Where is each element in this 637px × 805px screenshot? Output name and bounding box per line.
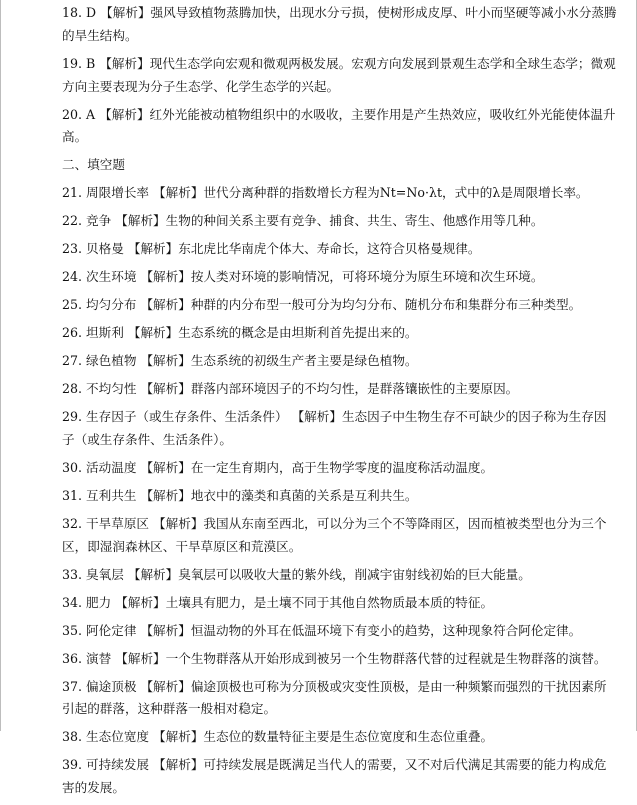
answer-item: 20. A 【解析】红外光能被动植物组织中的水吸收，主要作用是产生热效应，吸收红外光能使体温升高。 (62, 106, 616, 145)
answer-item: 28. 不均匀性 【解析】群落内部环境因子的不均匀性，是群落镶嵌性的主要原因。 (62, 381, 519, 397)
answer-item: 21. 周限增长率 【解析】世代分离种群的指数增长方程为Nt=No·λt，式中的λ是周限增长率。 (62, 185, 589, 201)
answer-item: 25. 均匀分布 【解析】种群的内分布型一般可分为均匀分布、随机分布和集群分布三种类型。 (62, 297, 582, 313)
answer-item: 36. 演替 【解析】一个生物群落从开始形成到被另一个生物群落代替的过程就是生物群落的演替。 (62, 650, 607, 666)
answer-item: 35. 阿伦定律 【解析】恒温动物的外耳在低温环境下有变小的趋势，这种现象符合阿伦定律。 (62, 622, 582, 638)
answer-item: 22. 竞争 【解析】生物的种间关系主要有竞争、捕食、共生、寄生、他感作用等几种。 (62, 213, 544, 229)
answer-item: 18. D 【解析】强风导致植物蒸腾加快，出现水分亏损，使树形成皮厚、叶小而坚硬等减小水分蒸腾的旱生结构。 (62, 5, 617, 43)
answer-item: 33. 臭氧层 【解析】臭氧层可以吸收大量的紫外线，削减宇宙射线初始的巨大能量。 (62, 566, 531, 582)
answer-item: 29. 生存因子（或生存条件、生活条件） 【解析】生态因子中生物生存不可缺少的因子称为生存因子（或生存条件、生活条件）。 (62, 409, 607, 447)
answer-item: 27. 绿色植物 【解析】生态系统的初级生产者主要是绿色植物。 (62, 353, 418, 369)
answer-item: 26. 坦斯利 【解析】生态系统的概念是由坦斯利首先提出来的。 (62, 325, 418, 341)
answer-item: 24. 次生环境 【解析】按人类对环境的影响情况，可将环境分为原生环境和次生环境。 (62, 269, 544, 285)
answer-item: 32. 干旱草原区 【解析】我国从东南至西北，可以分为三个不等降雨区，因而植被类型也分为三个区，即湿润森林区、干旱草原区和荒漠区。 (62, 515, 607, 554)
page-border-left (0, 0, 1, 731)
answer-sheet (62, 2, 618, 805)
answer-item: 34. 肥力 【解析】土壤具有肥力，是土壤不同于其他自然物质最本质的特征。 (62, 594, 494, 610)
answer-item: 19. B 【解析】现代生态学向宏观和微观两极发展。宏观方向发展到景观生态学和全球生态学；微观方向主要表现为分子生态学、化学生态学的兴起。 (62, 55, 616, 94)
answer-item: 23. 贝格曼 【解析】东北虎比华南虎个体大、寿命长，这符合贝格曼规律。 (62, 241, 481, 257)
answer-item: 38. 生态位宽度 【解析】生态位的数量特征主要是生态位宽度和生态位重叠。 (62, 729, 494, 745)
answer-item: 37. 偏途顶极 【解析】偏途顶极也可称为分顶极或灾变性顶极，是由一种频繁而强烈的干扰因素所引起的群落，这种群落一般相对稳定。 (62, 678, 607, 717)
answer-item: 39. 可持续发展 【解析】可持续发展是既满足当代人的需要，又不对后代满足其需要的能力构成危害的发展。 (62, 757, 607, 796)
section-heading: 二、填空题 (62, 157, 125, 173)
answer-item: 30. 活动温度 【解析】在一定生育期内，高于生物学零度的温度称活动温度。 (62, 459, 494, 475)
answer-item: 31. 互利共生 【解析】地衣中的藻类和真菌的关系是互利共生。 (62, 487, 418, 503)
